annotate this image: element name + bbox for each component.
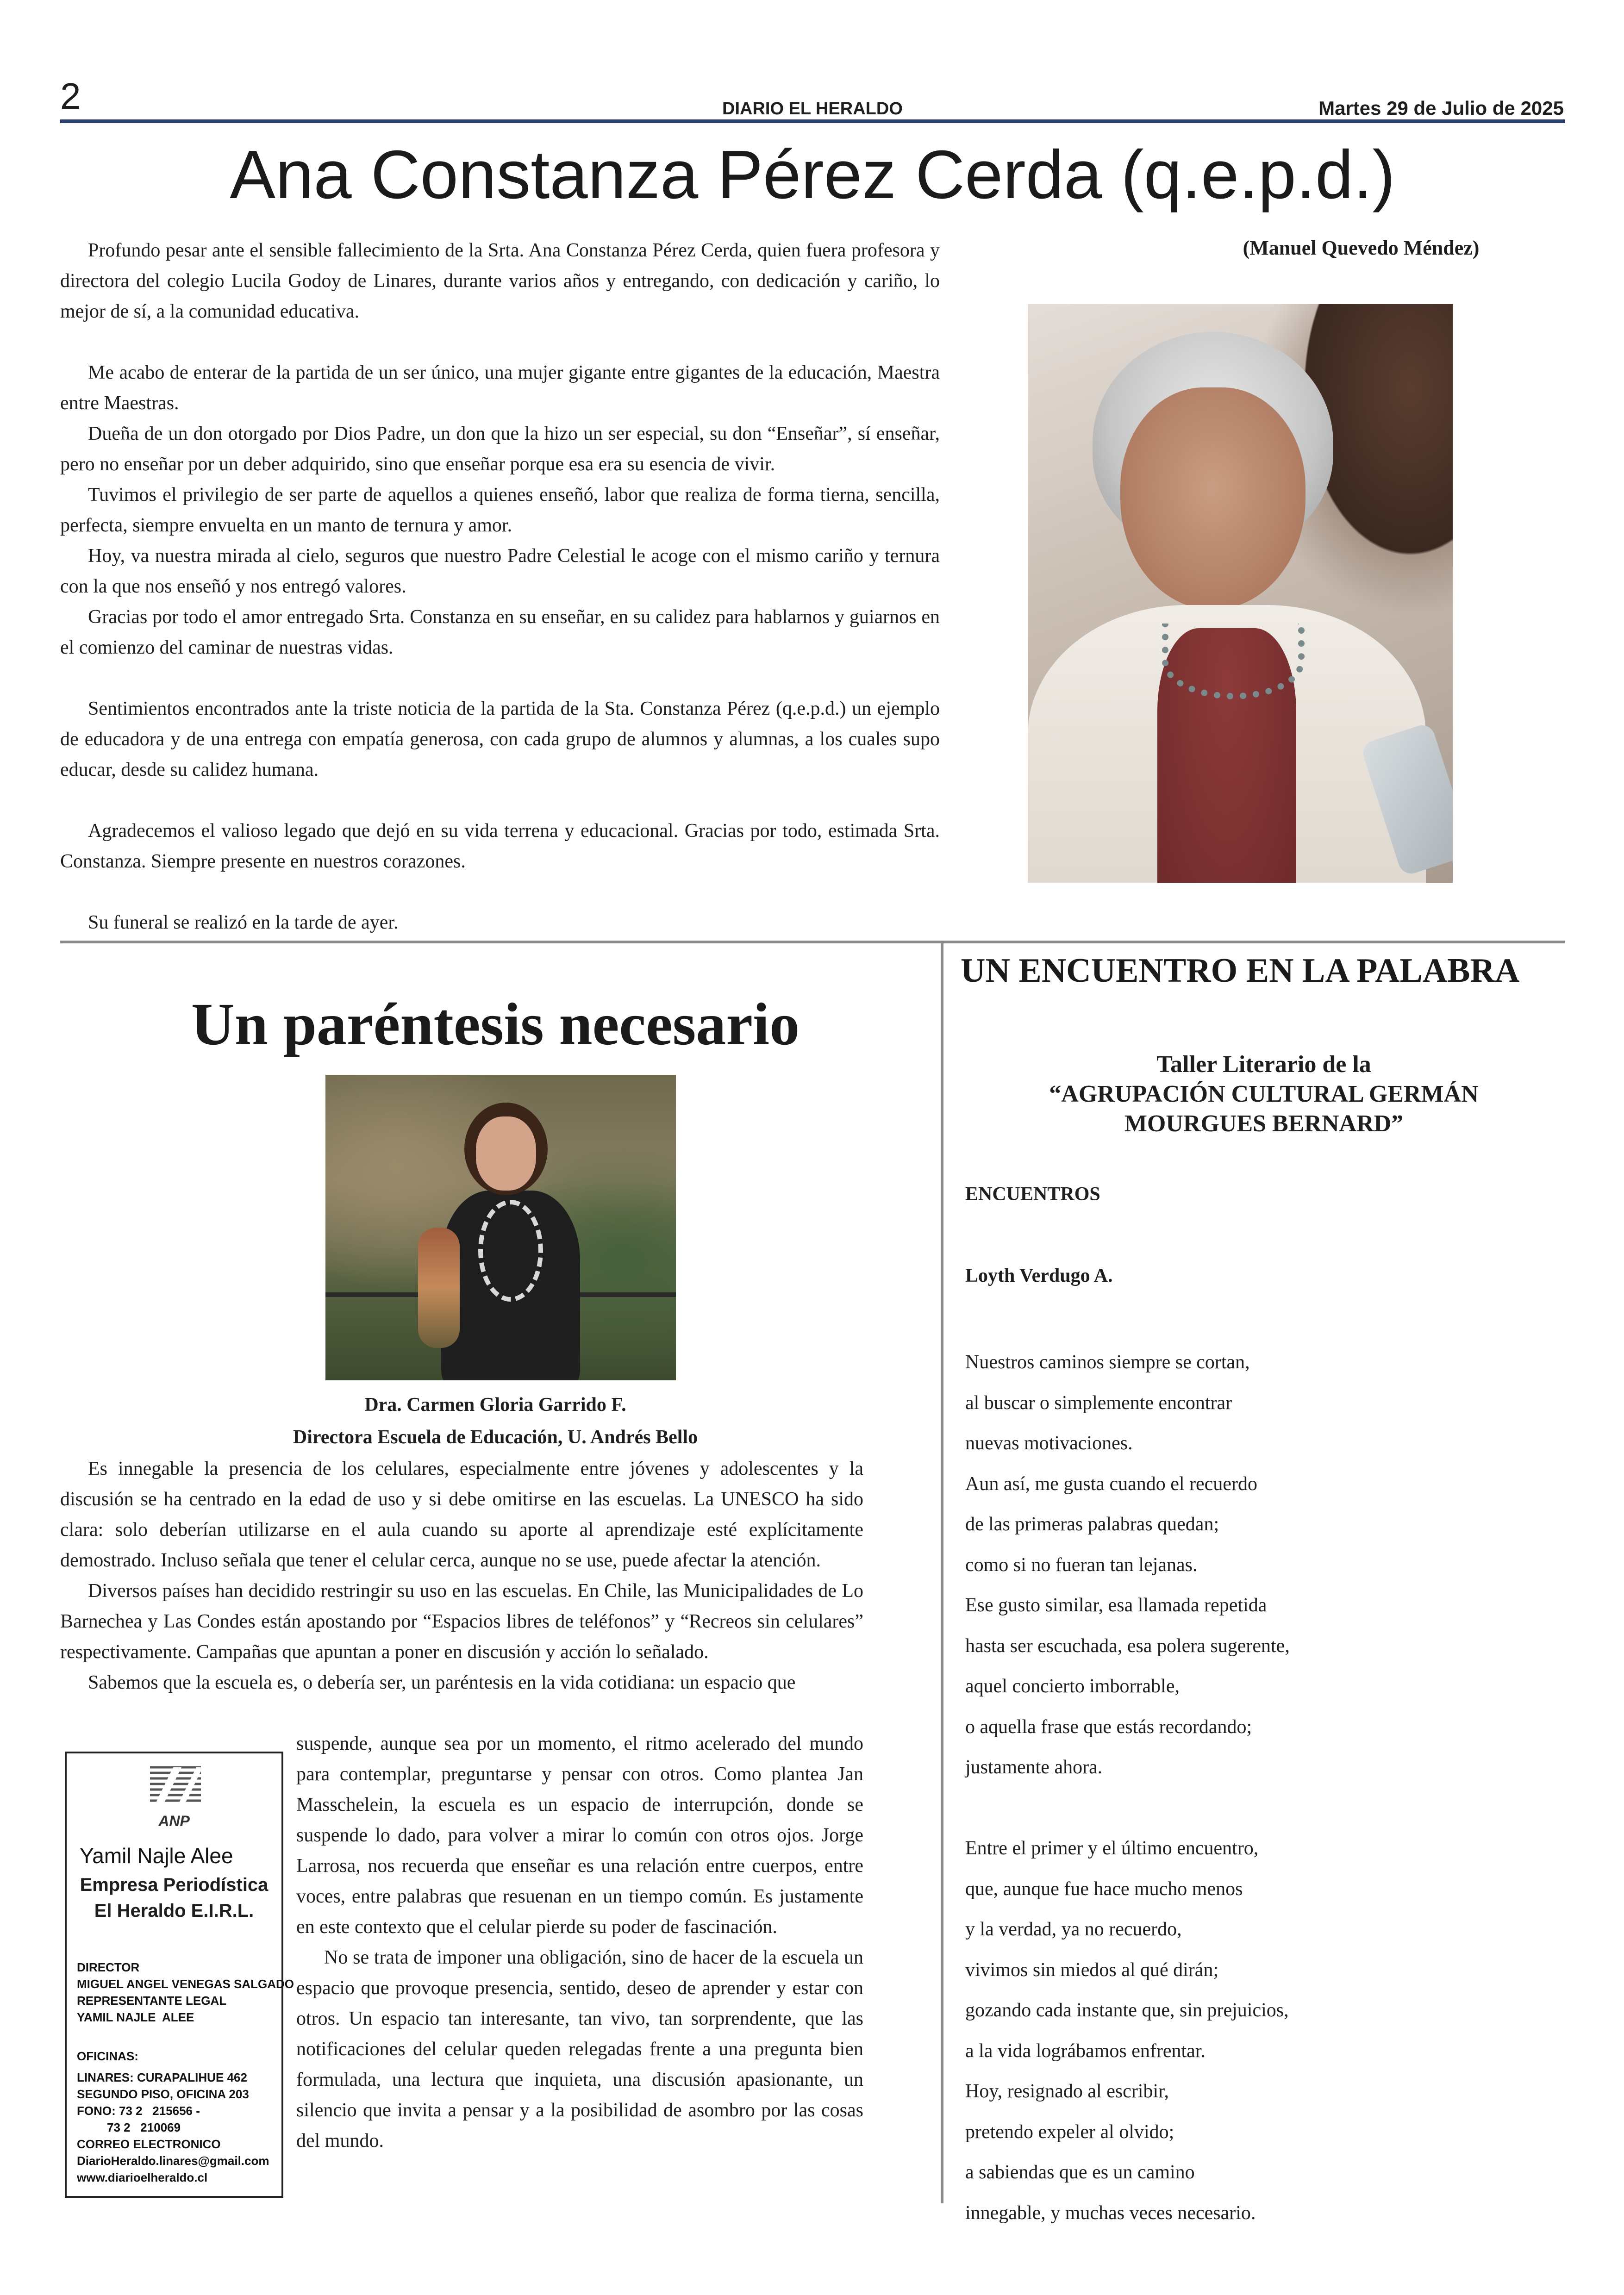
- obituary-paragraph: Profundo pesar ante el sensible fallecimiento de la Srta. Ana Constanza Pérez Cerda, quien fuera profesora y directora del colegio Lucila Godoy de Linares, durante varios años y entregando, con dedicación y cariño, lo mejor de sí, a la comunidad educativa.: [60, 240, 940, 322]
- masthead-company-line: Empresa Periodística: [80, 1875, 269, 1895]
- poem-line: nuevas motivaciones.: [965, 1433, 1133, 1454]
- section-divider: [60, 941, 1565, 943]
- poem-line: vivimos sin miedos al qué dirán;: [965, 1959, 1219, 1981]
- essay-paragraph: Diversos países han decidido restringir su uso en las escuelas. En Chile, las Municipalidades de Lo Barnechea y Las Condes están apostando por “Espacios libres de teléfonos” y “Recreos sin celulares” respectivamente. Campañas que apuntan a poner en discusión y acción lo señalado.: [60, 1580, 863, 1663]
- essay-body-continued: [296, 1728, 863, 2156]
- poem-line: Entre el primer y el último encuentro,: [965, 1838, 1259, 1859]
- masthead-phone: FONO: 73 2 215656 -: [77, 2104, 200, 2118]
- poem-line: gozando cada instante que, sin prejuicios,: [965, 2000, 1289, 2021]
- page-number: 2: [60, 75, 81, 117]
- masthead-offices-label: OFICINAS:: [77, 2049, 138, 2063]
- masthead-director-name: MIGUEL ANGEL VENEGAS SALGADO: [77, 1977, 294, 1991]
- essay-body-lead: [60, 1453, 863, 1698]
- essay-title: Un paréntesis necesario: [191, 991, 800, 1058]
- masthead-office-line: SEGUNDO PISO, OFICINA 203: [77, 2087, 249, 2101]
- masthead-owner: Yamil Najle Alee: [80, 1844, 233, 1868]
- masthead-website[interactable]: www.diarioelheraldo.cl: [77, 2170, 208, 2184]
- poem-line: justamente ahora.: [965, 1757, 1103, 1778]
- issue-date: Martes 29 de Julio de 2025: [1318, 97, 1564, 119]
- poem-line: Aun así, me gusta cuando el recuerdo: [965, 1473, 1257, 1495]
- masthead-company: [67, 1872, 281, 1924]
- obituary-paragraph: Tuvimos el privilegio de ser parte de aquellos a quienes enseñó, labor que realiza de forma tierna, sencilla, perfecta, siempre envuelta en un manto de ternura y amor.: [60, 484, 940, 536]
- poem-line: o aquella frase que estás recordando;: [965, 1716, 1252, 1738]
- essay-paragraph: Es innegable la presencia de los celulares, especialmente entre jóvenes y adolescentes y la discusión se ha centrado en la edad de uso y si debe omitirse en las escuelas. La UNESCO ha sido clara: solo deberían utilizarse en el aula cuando su aporte al aprendizaje esté explícitamente demostrado. Incluso señala que tener el celular cerca, aunque no se use, puede afectar la atención.: [60, 1458, 863, 1571]
- anp-logo-icon: [145, 1764, 206, 1815]
- masthead-email[interactable]: DiarioHeraldo.linares@gmail.com: [77, 2154, 269, 2168]
- masthead-legal-rep-label: REPRESENTANTE LEGAL: [77, 1994, 227, 2008]
- masthead-legal-rep-name: YAMIL NAJLE ALEE: [77, 2010, 194, 2024]
- poem-title: ENCUENTROS: [965, 1184, 1100, 1205]
- poem-line: a sabiendas que es un camino: [965, 2162, 1195, 2183]
- poem-line: de las primeras palabras quedan;: [965, 1514, 1219, 1535]
- poem-column-heading: UN ENCUENTRO EN LA PALABRA: [961, 952, 1520, 990]
- anp-logo-label: ANP: [158, 1813, 190, 1829]
- poem-line: Nuestros caminos siempre se cortan,: [965, 1352, 1250, 1373]
- poem-line: a la vida lográbamos enfrentar.: [965, 2040, 1206, 2062]
- obituary-paragraph: Hoy, va nuestra mirada al cielo, seguros que nuestro Padre Celestial le acoge con el mismo cariño y ternura con la que nos enseñó y nos entregó valores.: [60, 545, 940, 597]
- masthead-office-line: LINARES: CURAPALIHUE 462: [77, 2070, 247, 2084]
- column-divider: [941, 943, 943, 2203]
- essay-paragraph: No se trata de imponer una obligación, sino de hacer de la escuela un espacio que provoque presencia, sentido, deseo de aprender y estar con otros. Un espacio tan interesante, tan vivo, tan sorprendente, que las notificaciones del celular queden relegadas frente a una pregunta bien formulada, una lectura que inquieta, una discusión apasionante, un silencio que invita a pensar y a la posibilidad de asombro por las cosas del mundo.: [296, 1947, 863, 2152]
- poem-line: que, aunque fue hace mucho menos: [965, 1878, 1243, 1900]
- poem-line: Hoy, resignado al escribir,: [965, 2081, 1169, 2102]
- masthead-phone: 73 2 210069: [77, 2120, 181, 2134]
- obituary-paragraph: Gracias por todo el amor entregado Srta. Constanza en su enseñar, en su calidez para hablarnos y guiarnos en el comienzo del caminar de nuestras vidas.: [60, 606, 940, 658]
- essay-author-photo: [325, 1075, 676, 1380]
- obituary-title: Ana Constanza Pérez Cerda (q.e.p.d.): [230, 137, 1395, 213]
- masthead-box: [65, 1752, 294, 2198]
- essay-byline: [60, 1389, 931, 1453]
- poem-body: [965, 1342, 1544, 2233]
- obituary-paragraph: Su funeral se realizó en la tarde de ayer.: [88, 912, 399, 933]
- poem-group-line: Taller Literario de la: [1156, 1051, 1371, 1078]
- poem-line: al buscar o simplemente encontrar: [965, 1392, 1232, 1414]
- poem-line: pretendo expeler al olvido;: [965, 2121, 1174, 2143]
- obituary-author: (Manuel Quevedo Méndez): [1243, 237, 1480, 259]
- obituary-paragraph: Sentimientos encontrados ante la triste noticia de la partida de la Sta. Constanza Pérez (q.e.p.d.) un ejemplo de educadora y de una entrega con empatía generosa, con cada grupo de alumnos y alumnas, a los cuales supo educar, desde su calidez humana.: [60, 698, 940, 780]
- poem-author: Loyth Verdugo A.: [965, 1265, 1113, 1286]
- poem-group-line: MOURGUES BERNARD”: [1124, 1110, 1404, 1137]
- obituary-portrait-photo: [1028, 304, 1453, 883]
- poem-line: Ese gusto similar, esa llamada repetida: [965, 1595, 1267, 1616]
- poem-line: como si no fueran tan lejanas.: [965, 1554, 1198, 1576]
- poem-line: innegable, y muchas veces necesario.: [965, 2202, 1256, 2224]
- obituary-paragraph: Me acabo de enterar de la partida de un ser único, una mujer gigante entre gigantes de la educación, Maestra entre Maestras.: [60, 362, 940, 414]
- essay-paragraph: suspende, aunque sea por un momento, el ritmo acelerado del mundo para contemplar, preguntarse y pensar con otros. Como plantea Jan Masschelein, la escuela es un espacio de interrupción, donde se suspende lo dado, para volver a mirar lo común con otros ojos. Jorge Larrosa, nos recuerda que enseñar es una relación entre cuerpos, entre voces, entre palabras que resuenan en un tiempo común. Es justamente en este contexto que el celular pierde su poder de fascinación.: [296, 1733, 863, 1938]
- poem-line: aquel concierto imborrable,: [965, 1676, 1180, 1697]
- essay-author-name: Dra. Carmen Gloria Garrido F.: [364, 1394, 626, 1416]
- essay-author-role: Directora Escuela de Educación, U. Andrés Bello: [293, 1427, 698, 1448]
- poem-line: y la verdad, ya no recuerdo,: [965, 1919, 1182, 1940]
- masthead-company-line: El Heraldo E.I.R.L.: [94, 1901, 254, 1921]
- newspaper-name: DIARIO EL HERALDO: [722, 99, 903, 118]
- poem-group-line: “AGRUPACIÓN CULTURAL GERMÁN: [1049, 1081, 1479, 1107]
- masthead-director-label: DIRECTOR: [77, 1960, 140, 1974]
- poem-group-name: [963, 1050, 1565, 1139]
- poem-line: hasta ser escuchada, esa polera sugerente,: [965, 1635, 1290, 1657]
- masthead-email-label: CORREO ELECTRONICO: [77, 2137, 221, 2151]
- header-rule: [60, 119, 1565, 123]
- obituary-body: [60, 235, 940, 938]
- obituary-paragraph: Agradecemos el valioso legado que dejó en su vida terrena y educacional. Gracias por todo, estimada Srta. Constanza. Siempre presente en nuestros corazones.: [60, 820, 940, 872]
- essay-paragraph: Sabemos que la escuela es, o debería ser, un paréntesis en la vida cotidiana: un espacio que: [88, 1672, 796, 1693]
- obituary-paragraph: Dueña de un don otorgado por Dios Padre, un don que la hizo un ser especial, su don “Enseñar”, sí enseñar, pero no enseñar por un deber adquirido, sino que enseñar porque esa era su esencia de vivir.: [60, 423, 940, 475]
